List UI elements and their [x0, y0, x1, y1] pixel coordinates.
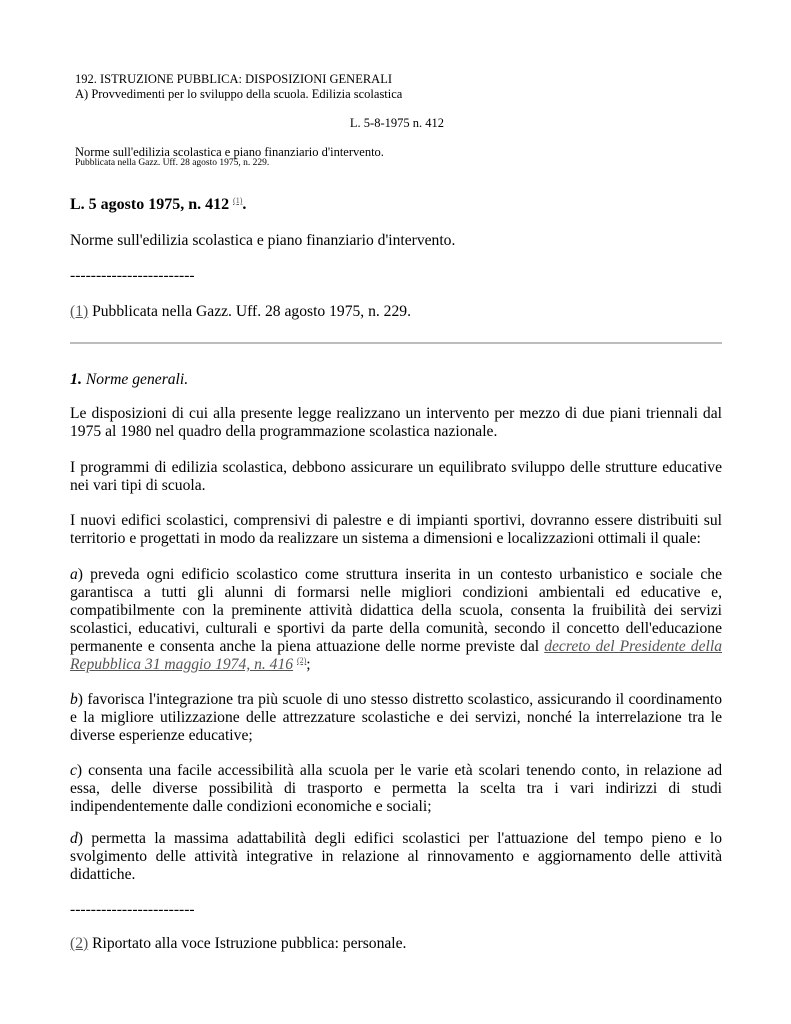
footnote-separator-2: ------------------------ — [70, 901, 195, 918]
footnote-1 — [70, 303, 722, 321]
law-subtitle: Norme sull'edilizia scolastica e piano finanziario d'intervento. — [70, 232, 456, 249]
footnote-link-2[interactable]: (2) — [296, 655, 307, 665]
footnote-link-1[interactable]: (1) — [233, 195, 243, 205]
clause-a-end: ; — [306, 656, 311, 673]
header-law-reference: L. 5-8-1975 n. 412 — [349, 116, 444, 130]
clause-d-text: ) permetta la massima adattabilità degli edifici scolastici per l'attuazione del tempo pieno e lo svolgimento delle attività integrative in relazione al rinnovamento e aggiornamento delle attività didattiche. — [70, 830, 722, 883]
clause-c-letter: c — [70, 762, 77, 779]
clause-a — [70, 566, 722, 674]
header-subject: Norme sull'edilizia scolastica e piano finanziario d'intervento. — [75, 145, 384, 159]
clause-c — [70, 762, 722, 816]
clause-a-letter: a — [70, 566, 78, 583]
decree-link[interactable]: decreto del Presidente della Repubblica 31 maggio 1974, n. 416 — [70, 638, 722, 673]
article-paragraph-3: I nuovi edifici scolastici, comprensivi di palestre e di impianti sportivi, dovranno essere distribuiti sul territorio e progettati in modo da realizzare un sistema a dimensioni e localizzazioni ottimali il quale: — [70, 512, 722, 547]
article-paragraph-1: Le disposizioni di cui alla presente legge realizzano un intervento per mezzo di due piani triennali dal 1975 al 1980 nel quadro della programmazione scolastica nazionale. — [70, 405, 722, 440]
article-paragraph-2: I programmi di edilizia scolastica, debbono assicurare un equilibrato sviluppo delle strutture educative nei vari tipi di scuola. — [70, 459, 722, 494]
law-title-text: L. 5 agosto 1975, n. 412 — [70, 196, 230, 213]
header-category: 192. ISTRUZIONE PUBBLICA: DISPOSIZIONI GENERALI — [75, 72, 393, 86]
footnote-1-link[interactable]: (1) — [70, 303, 89, 320]
footnote-separator-1: ------------------------ — [70, 267, 195, 284]
footnote-1-text: Pubblicata nella Gazz. Uff. 28 agosto 1975, n. 229. — [88, 303, 411, 320]
footnote-2 — [70, 935, 722, 953]
article-heading — [70, 371, 722, 389]
footnote-2-link[interactable]: (2) — [70, 935, 89, 952]
clause-d-letter: d — [70, 830, 78, 847]
footnote-2-text: Riportato alla voce Istruzione pubblica: personale. — [88, 935, 407, 952]
clause-b-letter: b — [70, 691, 78, 708]
clause-a-text: ) preveda ogni edificio scolastico come struttura inserita in un contesto urbanistico e sociale che garantisca a tutti gli alunni di formarsi nelle migliori condizioni ambientali ed educative e, compatibilmente con la preminente attività didattica della scuola, consenta la fruibilità dei servizi scolastici, educativi, culturali e sportivi da parte della comunità, secondo il concetto dell'educazione permanente e consenta anche la piena attuazione delle norme previste dal — [70, 566, 722, 655]
section-divider — [70, 342, 722, 344]
header-publication: Pubblicata nella Gazz. Uff. 28 agosto 1975, n. 229. — [75, 158, 270, 168]
law-title-end: . — [242, 196, 247, 213]
law-title — [70, 196, 722, 214]
article-title: Norme generali. — [85, 371, 189, 388]
header-subcategory: A) Provvedimenti per lo sviluppo della scuola. Edilizia scolastica — [75, 87, 403, 101]
clause-c-text: ) consenta una facile accessibilità alla scuola per le varie età scolari tenendo conto, in relazione ad essa, delle diverse possibilità di trasporto e permetta la scelta tra i vari indirizzi di studi indipendentemente dalle condizioni economiche e sociali; — [70, 762, 722, 815]
article-number: 1. — [70, 371, 82, 388]
clause-d — [70, 830, 722, 884]
clause-b-text: ) favorisca l'integrazione tra più scuole di uno stesso distretto scolastico, assicurando il coordinamento e la migliore utilizzazione delle attrezzature scolastiche e dei servizi, nonché la interrelazione tra le diverse esperienze educative; — [70, 691, 722, 744]
clause-b — [70, 691, 722, 745]
